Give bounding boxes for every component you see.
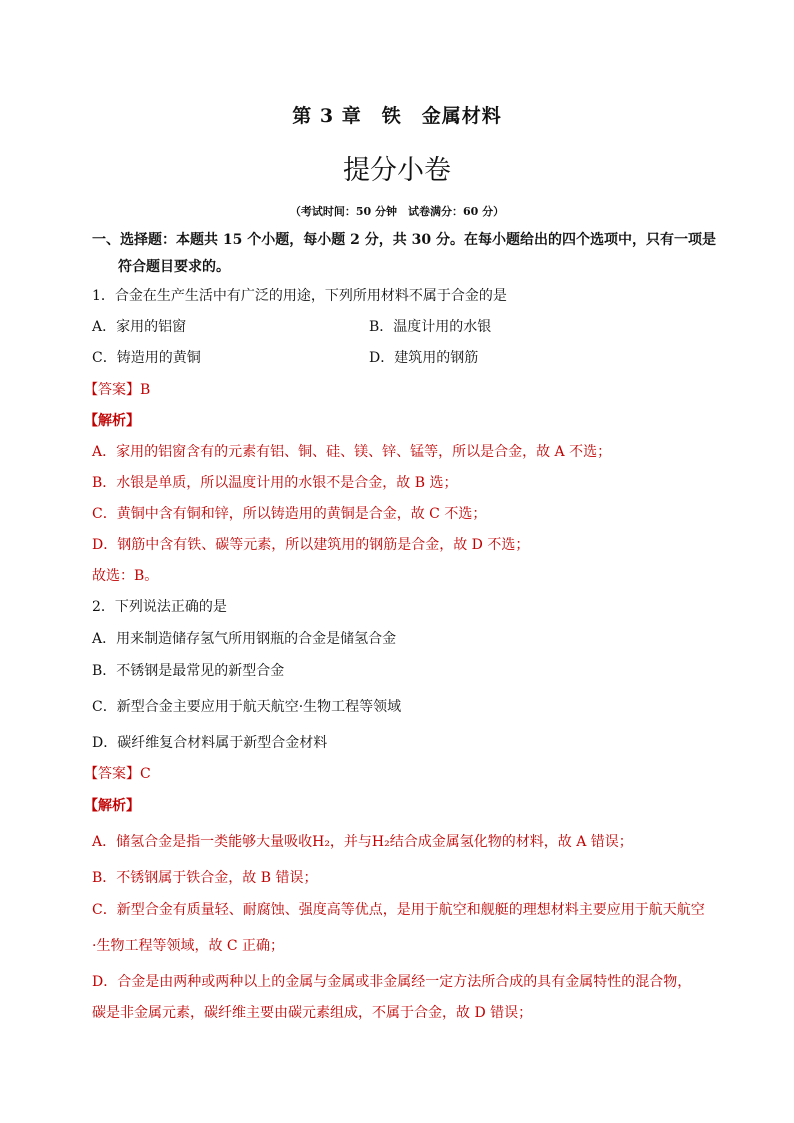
q1-stem: 1．合金在生产生活中有广泛的用途，下列所用材料不属于合金的是	[92, 288, 507, 304]
q2-analysis-d-line1: D．合金是由两种或两种以上的金属与金属或非金属经一定方法所合成的具有金属特性的混合物，	[92, 974, 692, 990]
section-instruction-line1: 一、选择题：本题共 15 个小题，每小题 2 分，共 30 分。在每小题给出的四个选项中，只有一项是	[92, 232, 716, 248]
q2-stem: 2．下列说法正确的是	[92, 599, 227, 615]
q1-analysis-c: C．黄铜中含有铜和锌，所以铸造用的黄铜是合金，故 C 不选；	[92, 506, 487, 522]
q2-analysis-a: A．储氢合金是指一类能够大量吸收H₂，并与H₂结合成金属氢化物的材料，故 A 错误；	[92, 834, 633, 850]
q1-option-a: A．家用的铝窗	[92, 319, 187, 335]
q1-option-b: B．温度计用的水银	[369, 319, 492, 335]
q1-analysis-a: A．家用的铝窗含有的元素有铝、铜、硅、镁、锌、锰等，所以是合金，故 A 不选；	[92, 444, 612, 460]
exam-info: （考试时间：50 分钟 试卷满分：60 分）	[289, 205, 505, 218]
q2-analysis-c-line2: ·生物工程等领域，故 C 正确；	[92, 938, 285, 954]
q2-analysis-label: 【解析】	[84, 798, 140, 814]
q2-analysis-c-line1: C．新型合金有质量轻、耐腐蚀、强度高等优点，是用于航空和舰艇的理想材料主要应用于航天航空	[92, 902, 705, 918]
q2-option-a: A．用来制造储存氢气所用钢瓶的合金是储氢合金	[92, 631, 397, 647]
paper-title: 提分小卷	[343, 155, 451, 186]
q1-analysis-b: B．水银是单质，所以温度计用的水银不是合金，故 B 选；	[92, 475, 458, 491]
q2-answer: 【答案】C	[84, 766, 151, 782]
q1-option-d: D．建筑用的钢筋	[369, 350, 479, 366]
q1-analysis-d: D．钢筋中含有铁、碳等元素，所以建筑用的钢筋是合金，故 D 不选；	[92, 537, 530, 553]
q1-analysis-label: 【解析】	[84, 413, 140, 429]
q1-answer: 【答案】B	[84, 382, 151, 398]
q2-option-d: D．碳纤维复合材料属于新型合金材料	[92, 735, 328, 751]
q2-option-b: B．不锈钢是最常见的新型合金	[92, 663, 285, 679]
section-instruction-line2: 符合题目要求的。	[118, 259, 230, 275]
q2-option-c: C．新型合金主要应用于航天航空·生物工程等领域	[92, 699, 402, 715]
q2-analysis-b: B．不锈钢属于铁合金，故 B 错误；	[92, 870, 318, 886]
q1-option-c: C．铸造用的黄铜	[92, 350, 201, 366]
chapter-title: 第 3 章 铁 金属材料	[292, 105, 502, 127]
q2-analysis-d-line2: 碳是非金属元素，碳纤维主要由碳元素组成，不属于合金，故 D 错误；	[92, 1005, 533, 1021]
q1-conclusion: 故选：B。	[92, 568, 159, 584]
